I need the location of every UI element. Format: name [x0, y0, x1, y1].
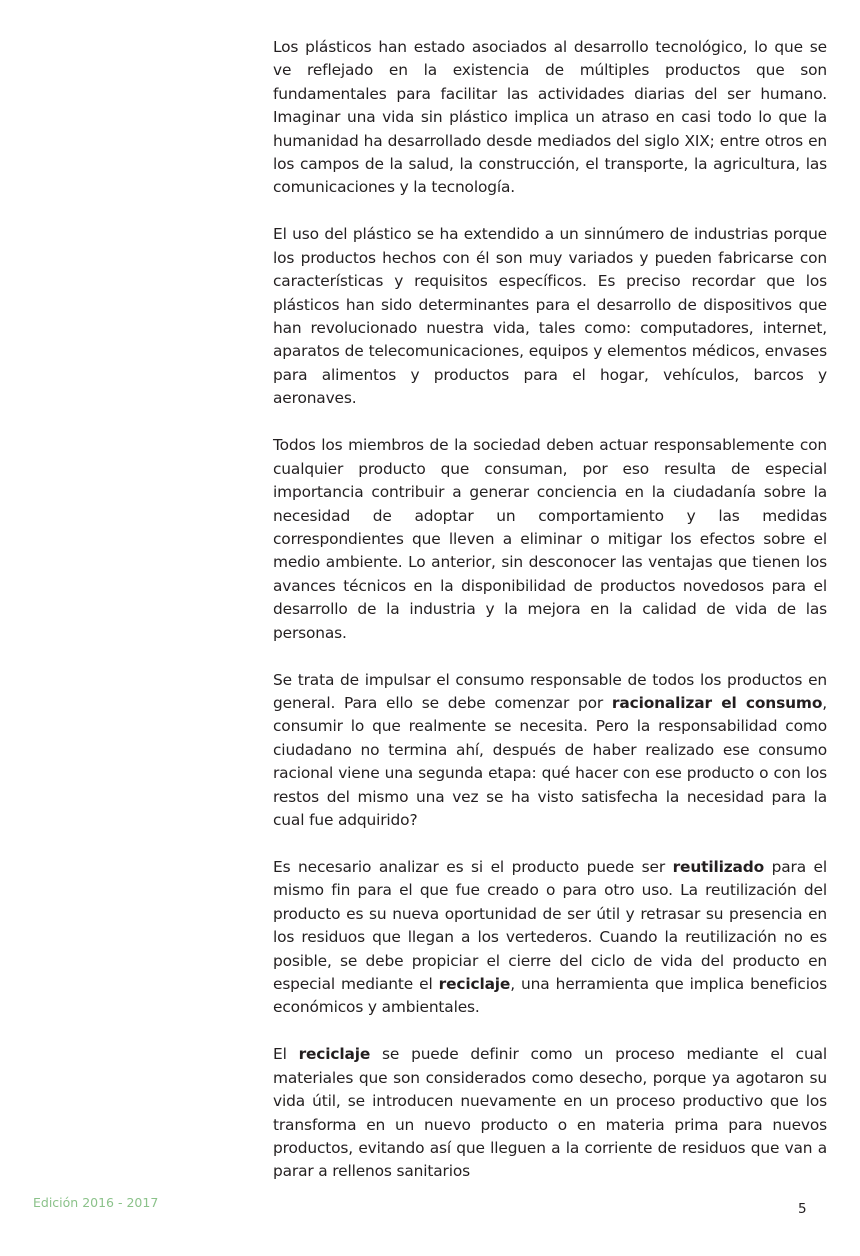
bold-term: reutilizado [672, 857, 765, 876]
bold-term: reciclaje [298, 1045, 371, 1064]
paragraph-2 [273, 223, 827, 410]
paragraph-6 [273, 1043, 827, 1183]
text-segment: El uso del plástico se ha extendido a un sinnúmero de industrias porque los productos hechos con él son muy variados y pueden fabricarse con características y requisitos específicos. Es preciso recordar que los plásticos han sido determinantes para el desarrollo de dispositivos que han revolucionado nuestra vida, tales como: computadores, internet, aparatos de telecomunicaciones, equipos y elementos médicos, envases para alimentos y productos para el hogar, vehículos, barcos y aeronaves. [273, 225, 827, 408]
paragraph-5 [273, 856, 827, 1020]
body-text [273, 36, 827, 1207]
paragraph-4 [273, 669, 827, 833]
text-segment: Es necesario analizar es si el producto puede ser [273, 857, 673, 876]
bold-term: reciclaje [438, 975, 511, 993]
text-segment: , una herramienta que implica beneficios económicos y ambientales. [273, 975, 827, 1017]
text-segment: Se trata de impulsar el consumo responsable de todos los productos en general. Para ello se debe comenzar por [273, 670, 827, 712]
paragraph-1 [273, 36, 827, 200]
text-segment: El [273, 1045, 299, 1064]
text-segment: Todos los miembros de la sociedad deben actuar responsablemente con cualquier producto que consuman, por eso resulta de especial importancia contribuir a generar conciencia en la ciudadanía sobre la necesidad de adoptar un comportamiento y las medidas correspondientes que lleven a eliminar o mitigar los efectos sobre el medio ambiente. Lo anterior, sin desconocer las ventajas que tienen los avances técnicos en la disponibilidad de productos novedosos para el desarrollo de la industria y la mejora en la calidad de vida de las personas. [273, 436, 827, 642]
bold-term: racionalizar el consumo [611, 693, 823, 712]
text-segment: , consumir lo que realmente se necesita. Pero la responsabilidad como ciudadano no termina ahí, después de haber realizado ese consumo racional viene una segunda etapa: qué hacer con ese producto o con los restos del mismo una vez se ha visto satisfecha la necesidad para la cual fue adquirido? [273, 693, 827, 829]
text-segment: se puede definir como un proceso mediante el cual materiales que son considerados como desecho, porque ya agotaron su vida útil, se introducen nuevamente en un proceso productivo que los transforma en un nuevo producto o en materia prima para nuevos productos, evitando así que lleguen a la corriente de residuos que van a parar a rellenos sanitarios [273, 1045, 827, 1181]
edition-label: Edición 2016 - 2017 [33, 1195, 159, 1210]
page-number: 5 [798, 1201, 807, 1217]
text-segment: Los plásticos han estado asociados al desarrollo tecnológico, lo que se ve reflejado en la existencia de múltiples productos que son fundamentales para facilitar las actividades diarias del ser humano. Imaginar una vida sin plástico implica un atraso en casi todo lo que la humanidad ha desarrollado desde mediados del siglo XIX; entre otros en los campos de la salud, la construcción, el transporte, la agricultura, las comunicaciones y la tecnología. [273, 38, 827, 197]
text-segment: para el mismo fin para el que fue creado o para otro uso. La reutilización del producto es su nueva oportunidad de ser útil y retrasar su presencia en los residuos que llegan a los vertederos. Cuando la reutilización no es posible, se debe propiciar el cierre del ciclo de vida del producto en especial mediante el [273, 857, 828, 993]
paragraph-3 [273, 434, 827, 645]
